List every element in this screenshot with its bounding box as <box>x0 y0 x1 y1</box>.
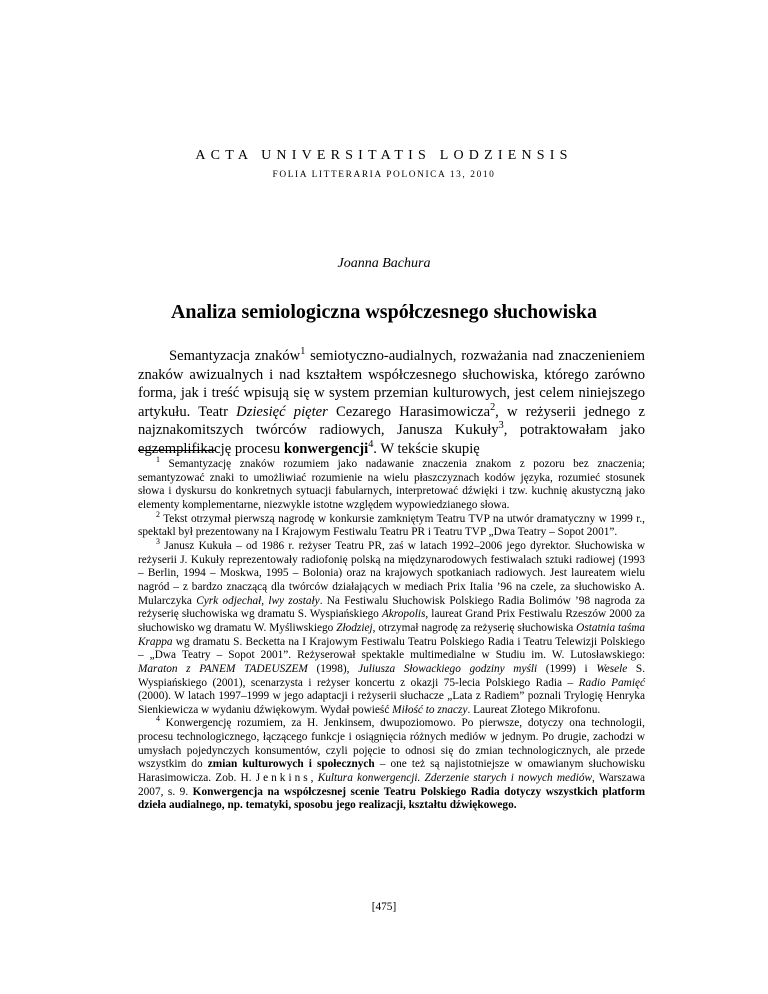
author-name-spaced: Jenkins <box>255 772 311 785</box>
footnote-number: 2 <box>156 509 160 519</box>
article-title: Analiza semiologiczna współczesnego słuchowiska <box>170 301 598 323</box>
footnote-text: , otrzymał nagrodę za reżyserię słuchowiska <box>372 621 577 634</box>
series-info: FOLIA LITTERARIA POLONICA 13, 2010 <box>272 170 496 180</box>
footnote-text: . Na Festiwalu Słuchowisk Polskiego Radia Bolimów ’98 nagroda za reżyserię słuchowiska wg dramatu S. Wyspiańskiego <box>138 594 645 621</box>
footnote-text: , Warszawa 2007, s. 9. <box>138 772 645 798</box>
footnote-1 <box>138 455 645 513</box>
footnote-text: Tekst otrzymał pierwszą nagrodę w konkursie zamkniętym Teatru TVP na utwór dramatyczny w 1999 r., spektakl był prezentowany na I Krajowym Festiwalu Teatru PR i Teatru TVP „Dwa Teatry – Sopot 2001”. <box>138 512 645 539</box>
footnote-text: (1999) i <box>537 662 597 675</box>
footnote-text: Janusz Kukuła – od 1986 r. reżyser Teatru PR, zaś w latach 1992–2006 jego dyrektor. Słuchowiska w reżyserii J. Kukuły reprezentowały radiofonię polską na międzynarodowych festiwalach sztuki radiowej (1993 – Berlin, 1994 – Moskwa, 1995 – Bolonia) oraz na krajowych spotkaniach radiowych. Jest laureatem wielu nagród – z bardzo znaczącą dla twórców działających w mediach Prix Italia ’96 na czele, za słuchowisko A. Mularczyka <box>138 539 645 607</box>
text-run: , w reżyserii jednego z najznakomitszych twórców radiowych, Janusza Kukuły <box>138 403 645 438</box>
work-title: Dziesięć pięter <box>236 403 328 420</box>
footnote-text: – one też są najistotniejsze w omawianym słuchowisku Harasimowicza. Zob. H. <box>138 758 645 785</box>
footnote-ref-3: 3 <box>498 420 504 432</box>
footnote-text: Konwergencję rozumiem, za H. Jenkinsem, dwupoziomowo. Po pierwsze, dotyczy ona technologii, procesu technologicznego, łączącego funkcje i osiągnięcia różnych mediów w jednym. Po drugie, zachodzi w umysłach pojedynczych konsumentów, czyli pojęcie to odnosi się do zmian technologicznych, ale przede wszystkim do <box>138 717 645 771</box>
work-title: Juliusza Słowackiego godziny myśli <box>358 662 538 675</box>
footnote-4 <box>138 714 645 813</box>
paragraph-1 <box>138 347 645 458</box>
work-title: Ostatnia taśma Krappa <box>138 621 646 648</box>
work-title: Kultura konwergencji. Zderzenie starych i nowych mediów <box>317 772 593 785</box>
footnote-text: (1998), <box>307 662 359 675</box>
work-title: Maraton z PANEM TADEUSZEM <box>138 662 308 675</box>
footnote-text: , laureat Grand Prix Festiwalu Rzeszów 2000 za słuchowisko wg dramatu W. Myśliwskiego <box>138 608 645 634</box>
journal-title: ACTA UNIVERSITATIS LODZIENSIS <box>195 148 573 163</box>
footnote-ref-2: 2 <box>490 401 496 413</box>
footnote-text: (2000). W latach 1997–1999 w jego adaptacji i reżyserii słuchacze „Lata z Radiem” poznali Trylogię Henryka Sienkiewicza w wydaniu dźwiękowym. Wydał powieść <box>138 690 645 716</box>
footnote-text: . Laureat Złotego Mikrofonu. <box>467 703 601 716</box>
article-author: Joanna Bachura <box>337 256 431 271</box>
text-run: Semantyzacja znaków <box>169 348 301 364</box>
text-run: , potraktowałam jako egzemplifikację procesu <box>138 422 646 457</box>
main-text <box>138 347 645 458</box>
footnote-2 <box>138 509 645 540</box>
work-title: Cyrk odjechał, lwy zostały <box>196 594 320 607</box>
work-title: Radio Pamięć <box>578 676 646 689</box>
footnote-ref-1: 1 <box>300 346 306 358</box>
footnote-ref-4: 4 <box>368 438 374 450</box>
emphasis: zmian kulturowych i społecznych <box>207 758 375 771</box>
key-term: konwergencji <box>283 440 369 457</box>
footnote-number: 3 <box>156 537 160 547</box>
text-run: . W tekście skupię <box>373 440 480 457</box>
emphasis: Konwergencja na współczesnej scenie Teatru Polskiego Radia dotyczy wszystkich platform dzieła audialnego, np. tematyki, sposobu jego realizacji, kształtu dźwiękowego. <box>138 785 645 812</box>
work-title: Wesele <box>596 662 628 675</box>
text-run: semiotyczno-audialnych, rozważania nad znaczenieniem znaków awizualnych i nad kształtem współczesnego słuchowiska, którego zarówno forma, jak i treść wpisują się w system przemian kulturowych, jest celem niniejszego artykułu. Teatr <box>138 348 645 420</box>
page-number: [475] <box>371 901 397 913</box>
footnotes <box>138 455 646 813</box>
text-run: Cezarego Harasimowicza <box>327 403 491 420</box>
footnote-number: 4 <box>156 714 160 724</box>
footnote-text: Semantyzację znaków rozumiem jako nadawanie znaczenia znakom z pozoru bez znaczenia; semantyzować znaki to umożliwiać rozumienie na wielu płaszczyznach kodów języka, rozumieć stosunek słowa i dyskursu do konkretnych sytuacji fabularnych, interpretować dźwięki i tzw. kuchnię akustyczną jako elementy komplementarne, niezwykle istotne względem wypowiedzianego słowa. <box>138 458 645 511</box>
work-title: Akropolis <box>381 608 426 621</box>
work-title: Złodziej <box>336 621 373 634</box>
footnote-text: S. Wyspiańskiego (2001), scenarzysta i reżyser koncertu z okazji 75-lecia Polskiego Radia – <box>138 662 646 689</box>
footnote-number: 1 <box>156 455 160 465</box>
work-title: Miłość to znaczy <box>392 703 468 716</box>
footnote-text: wg dramatu S. Becketta na I Krajowym Festiwalu Teatru Polskiego Radia i Teatru Telewizji Polskiego – „Dwa Teatry – Sopot 2001”. Reżyserował spektakle multimedialne w Studiu im. W. Lutosławskiego: <box>138 635 645 662</box>
footnote-3 <box>138 537 646 718</box>
footnote-separator <box>138 450 215 451</box>
footnote-text: , <box>310 772 318 785</box>
